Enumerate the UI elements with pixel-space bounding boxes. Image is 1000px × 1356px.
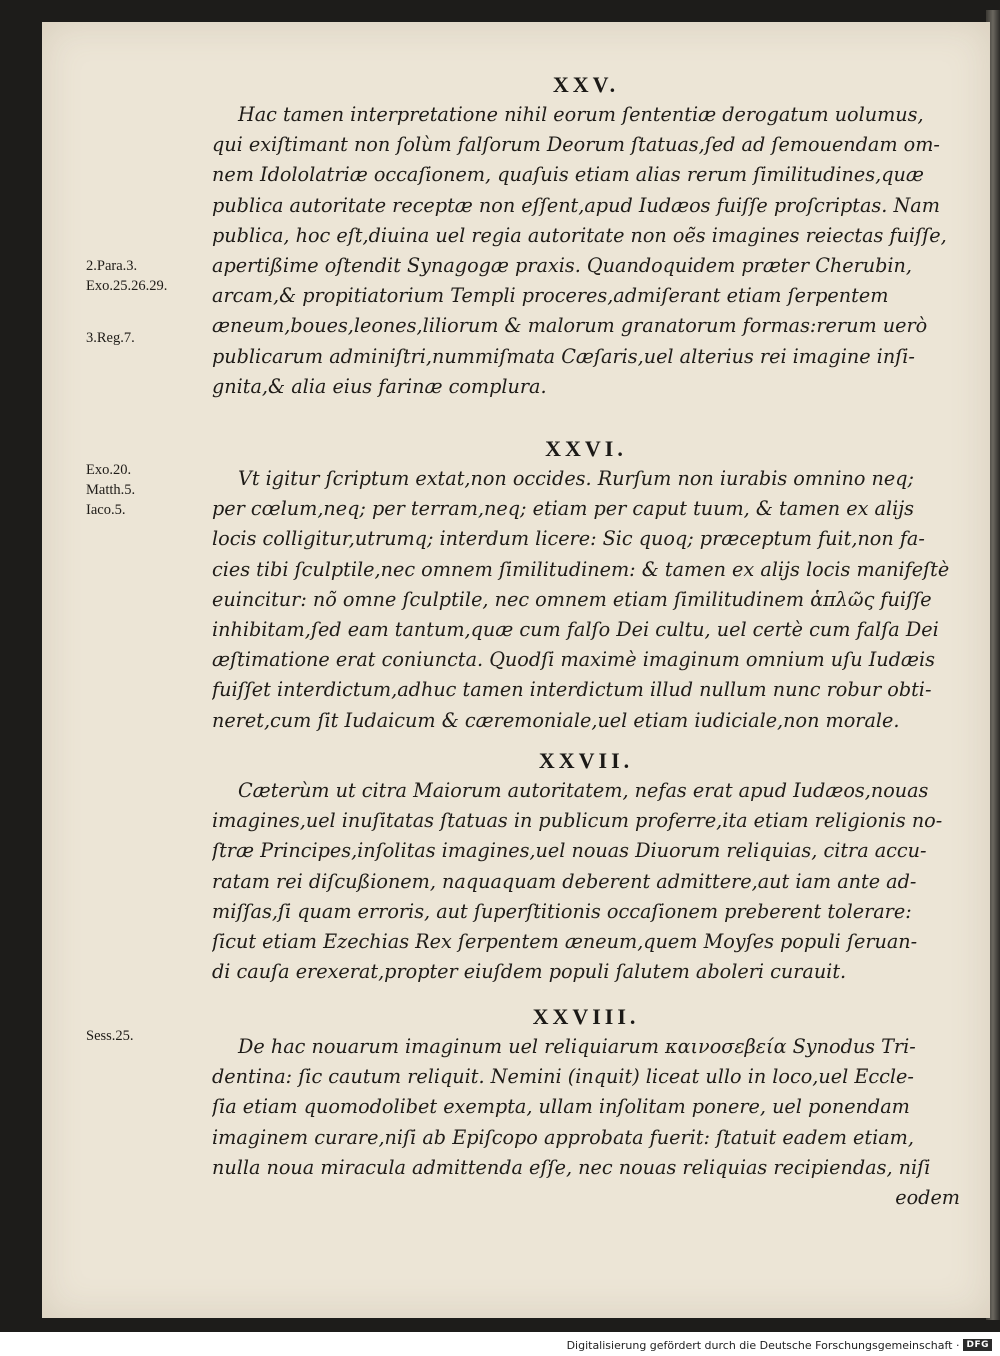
footer-credit: Digitalisierung gefördert durch die Deutsche Forschungsgemeinschaft · [566,1338,960,1352]
section-xxv [212,70,960,402]
text-line: per cœlum,neq; per terram,neq; etiam per caput tuum, & tamen ex alijs [212,497,915,521]
margin-note-exo20: Exo.20. [86,462,132,478]
section-heading: XXVII. [538,748,634,773]
catchword: eodem [895,1186,960,1210]
section-paragraph [212,100,960,402]
text-line: fuiſſet interdictum,adhuc tamen interdictum illud nullum nunc robur obti- [212,678,932,702]
margin-note-exo25: Exo.25.26.29. [86,278,168,294]
text-line: dentina: ſic cautum reliquit. Nemini (inquit) liceat ullo in loco,uel Eccle- [212,1065,914,1089]
margin-note-sess25: Sess.25. [86,1028,134,1044]
text-line: cies tibi ſculptile,nec omnem ſimilitudinem: & tamen ex alijs locis manifeſtè [212,557,950,581]
text-line: nulla noua miracula admittenda eſſe, nec nouas reliquias recipiendas, niſi [212,1155,931,1179]
text-line: publica autoritate receptæ non eſſent,apud Iudæos fuiſſe proſcriptas. Nam [212,193,940,217]
section-paragraph [212,1032,960,1213]
section-heading: XXVIII. [532,1004,640,1029]
text-line: publica, hoc eſt,diuina uel regia autoritate non oẽs imagines reiectas fuiſſe, [212,223,947,247]
text-line: ratam rei diſcußionem, naquaquam deberent admittere,aut iam ante ad- [212,869,917,893]
section-heading: XXVI. [545,436,627,461]
section-xxviii [212,1002,960,1213]
text-line: ſicut etiam Ezechias Rex ſerpentem æneum,quem Moyſes populi ſeruan- [212,930,918,954]
text-line: æneum,boues,leones,liliorum & malorum granatorum formas:rerum uerò [212,314,928,338]
margin-note-reg7: 3.Reg.7. [86,330,135,346]
text-line: gnita,& alia eius farinæ complura. [212,374,547,398]
text-line: imagines,uel inuſitatas ſtatuas in publicum proferre,ita etiam religionis no- [212,809,943,833]
text-line: euincitur: nõ omne ſculptile, nec omnem etiam ſimilitudinem ἁπλῶς fuiſſe [212,587,932,611]
section-paragraph [212,464,960,736]
text-line: nem Idololatriæ occaſionem, quaſuis etiam alias rerum ſimilitudines,quæ [212,163,924,187]
text-line: miſſas,ſi quam erroris, aut ſuperſtitionis occaſionem preberent tolerare: [212,899,912,923]
margin-note-matth5: Matth.5. [86,482,136,498]
text-line: Cæterùm ut citra Maiorum autoritatem, nefas erat apud Iudæos,nouas [238,779,929,802]
section-paragraph [212,776,960,987]
text-line: apertißime oſtendit Synagogæ praxis. Quandoquidem præter Cherubin, [212,254,912,278]
text-line: imaginem curare,niſi ab Epiſcopo approbata fuerit: ſtatuit eadem etiam, [212,1125,914,1149]
section-heading: XXV. [552,72,620,97]
digitization-footer [567,1336,992,1354]
text-line: Vt igitur ſcriptum extat,non occides. Rurſum non iurabis omnino neq; [238,467,915,490]
text-line: Hac tamen interpretatione nihil eorum ſententiæ derogatum uolumus, [238,103,924,126]
text-line: qui exiſtimant non ſolùm falſorum Deorum ſtatuas,ſed ad ſemouendam om- [212,133,940,157]
text-line: locis colligitur,utrumq; interdum licere: Sic quoq; præceptum fuit,non fa- [212,527,925,551]
text-line: arcam,& propitiatorium Templi proceres,admiſerant etiam ſerpentem [212,284,889,308]
text-line: publicarum adminiſtri,nummiſmata Cæſaris,uel alterius rei imagine inſi- [212,344,915,368]
text-line: De hac nouarum imaginum uel reliquiarum καινοσεβεία Synodus Tri- [238,1035,916,1058]
dfg-logo-icon: DFG [963,1339,992,1351]
text-line: ſtræ Principes,inſolitas imagines,uel nouas Diuorum reliquias, citra accu- [212,839,927,863]
text-line: ſia etiam quomodolibet exempta, ullam inſolitam ponere, uel ponendam [212,1095,910,1119]
text-line: æſtimatione erat coniuncta. Quodſi maximè imaginum omnium uſu Iudæis [212,648,935,672]
text-line: di cauſa erexerat,propter eiuſdem populi ſalutem aboleri curauit. [212,960,847,984]
text-line: neret,cum ſit Iudaicum & cæremoniale,uel etiam iudiciale,non morale. [212,708,900,732]
text-line: inhibitam,ſed eam tantum,quæ cum falſo Dei cultu, uel certè cum falſa Dei [212,618,939,642]
margin-note-para3: 2.Para.3. [86,258,138,274]
section-xxvii [212,746,960,987]
book-page [42,22,990,1318]
section-xxvi [212,434,960,736]
margin-note-iaco5: Iaco.5. [86,502,126,518]
